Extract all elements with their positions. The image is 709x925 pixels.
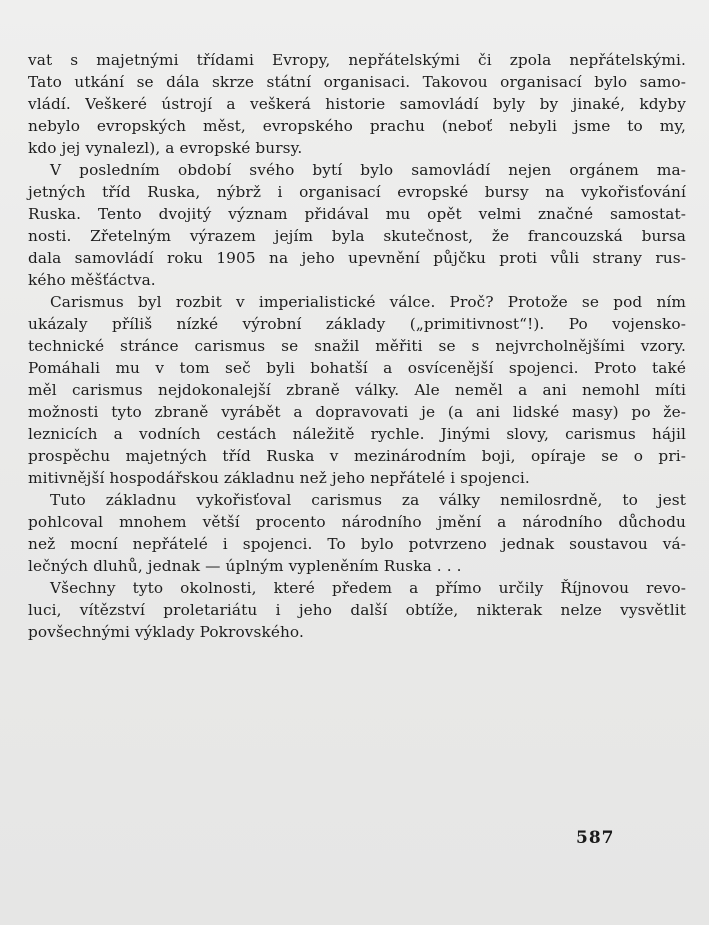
text-line: než mocní nepřátelé i spojenci. To bylo potvrzeno jednak soustavou vá- (28, 535, 686, 553)
text-line: dala samovládí roku 1905 na jeho upevnění půjčku proti vůli strany rus- (28, 249, 686, 267)
text-line: nebylo evropských měst, evropského prachu (neboť nebyli jsme to my, (28, 117, 686, 135)
text-line: jetných tříd Ruska, nýbrž i organisací evropské bursy na vykořisťování (28, 183, 686, 201)
text-line: nosti. Zřetelným výrazem jejím byla skutečnost, že francouzská bursa (28, 227, 686, 245)
paragraph-4 (28, 489, 686, 577)
page-number: 587 (576, 828, 615, 848)
text-line: V posledním období svého bytí bylo samovládí nejen orgánem ma- (50, 161, 686, 179)
text-line: luci, vítězství proletariátu i jeho další obtíže, nikterak nelze vysvětlit (28, 601, 686, 619)
text-line: pohlcoval mnohem větší procento národního jmění a národního důchodu (28, 513, 686, 531)
text-line: Pomáhali mu v tom seč byli bohatší a osvícenější spojenci. Proto také (28, 359, 686, 377)
text-line: lečných dluhů, jednak — úplným vypleněním Ruska . . . (28, 557, 462, 575)
text-line: možnosti tyto zbraně vyrábět a dopravovati je (a ani lidské masy) po že- (28, 403, 686, 421)
text-line: mitivnější hospodářskou základnu než jeho nepřátelé i spojenci. (28, 469, 530, 487)
paragraph-5 (28, 577, 686, 643)
text-line: kého měšťáctva. (28, 271, 156, 289)
text-line: Všechny tyto okolnosti, které předem a přímo určily Říjnovou revo- (50, 579, 686, 597)
text-line: Ruska. Tento dvojitý význam přidával mu opět velmi značné samostat- (28, 205, 686, 223)
text-line: technické stránce carismus se snažil měřiti se s nejvrcholnějšími vzory. (28, 337, 686, 355)
paragraph-2 (28, 159, 686, 291)
text-line: kdo jej vynalezl), a evropské bursy. (28, 139, 303, 157)
text-line: Tuto základnu vykořisťoval carismus za války nemilosrdně, to jest (50, 491, 686, 509)
text-line: povšechnými výklady Pokrovského. (28, 623, 304, 641)
paragraph-3 (28, 291, 686, 489)
text-line: ukázaly příliš nízké výrobní základy („primitivnost“!). Po vojensko- (28, 315, 686, 333)
text-line: Tato utkání se dála skrze státní organisaci. Takovou organisací bylo samo- (28, 73, 686, 91)
text-line: Carismus byl rozbit v imperialistické válce. Proč? Protože se pod ním (50, 293, 686, 311)
text-line: vládí. Veškeré ústrojí a veškerá historie samovládí byly by jinaké, kdyby (28, 95, 686, 113)
text-line: prospěchu majetných tříd Ruska v mezinárodním boji, opíraje se o pri- (28, 447, 686, 465)
text-line: vat s majetnými třídami Evropy, nepřátelskými či zpola nepřátelskými. (28, 51, 686, 69)
body-text (28, 49, 686, 643)
paragraph-1 (28, 49, 686, 159)
text-line: leznicích a vodních cestách náležitě rychle. Jinými slovy, carismus hájil (28, 425, 686, 443)
text-line: měl carismus nejdokonalejší zbraně války. Ale neměl a ani nemohl míti (28, 381, 686, 399)
